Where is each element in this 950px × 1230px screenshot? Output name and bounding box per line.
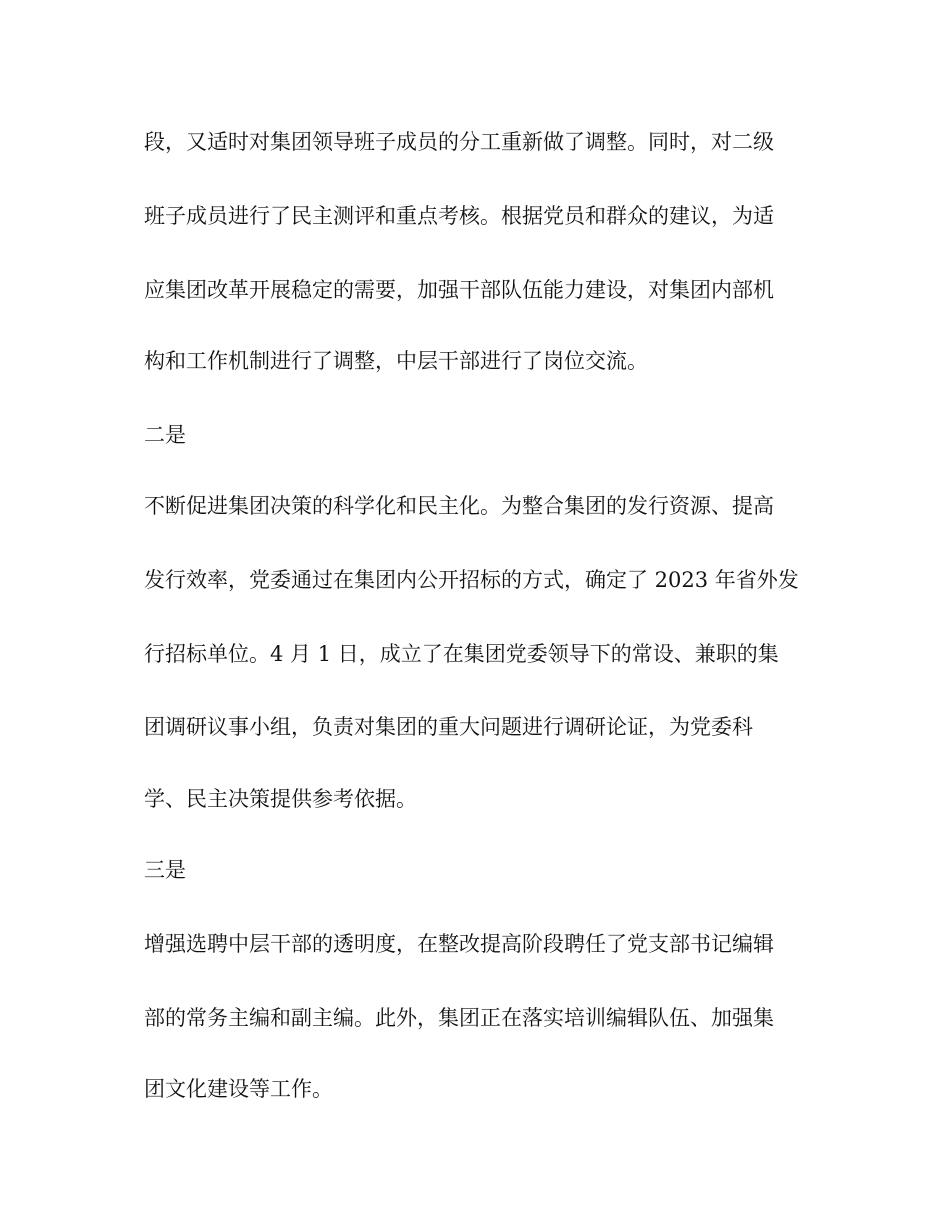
paragraph-line: 增强选聘中层干部的透明度，在整改提高阶段聘任了党支部书记编辑 (144, 932, 774, 956)
paragraph-line: 不断促进集团决策的科学化和民主化。为整合集团的发行资源、提高 (144, 494, 774, 518)
paragraph-line: 班子成员进行了民主测评和重点考核。根据党员和群众的建议，为适 (144, 204, 774, 228)
paragraph-line: 应集团改革开展稳定的需要，加强干部队伍能力建设，对集团内部机 (144, 278, 774, 302)
paragraph-line: 团文化建设等工作。 (144, 1077, 333, 1101)
paragraph-line: 构和工作机制进行了调整，中层干部进行了岗位交流。 (144, 349, 648, 373)
paragraph-line: 段，又适时对集团领导班子成员的分工重新做了调整。同时，对二级 (144, 130, 774, 154)
paragraph-line: 学、民主决策提供参考依据。 (144, 787, 417, 811)
paragraph-line: 发行效率，党委通过在集团内公开招标的方式，确定了 2023 年省外发 (144, 568, 799, 592)
section-heading-2: 二是 (144, 423, 186, 447)
section-heading-3: 三是 (144, 858, 186, 882)
paragraph-line: 行招标单位。4 月 1 日，成立了在集团党委领导下的常设、兼职的集 (144, 642, 779, 666)
paragraph-line: 部的常务主编和副主编。此外，集团正在落实培训编辑队伍、加强集 (144, 1006, 774, 1030)
paragraph-line: 团调研议事小组，负责对集团的重大问题进行调研论证，为党委科 (144, 715, 753, 739)
